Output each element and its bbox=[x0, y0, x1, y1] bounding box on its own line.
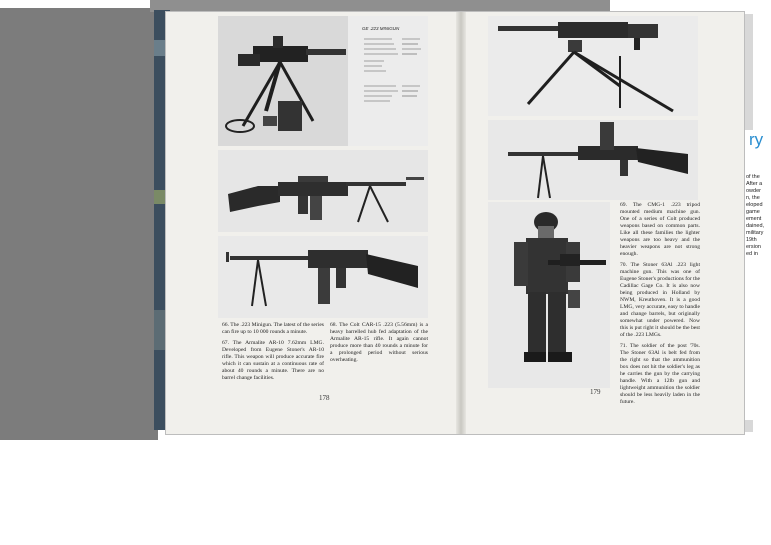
shelf-strip-top bbox=[150, 0, 610, 12]
caption-66: 66. The .223 Minigun. The latest of the series can fire up to 10 000 rounds a minute. bbox=[222, 322, 324, 335]
caption-right-col bbox=[620, 202, 700, 410]
spec-sheet-title: GE .223 MINIGUN bbox=[362, 26, 400, 31]
adjacent-book-logo: ry bbox=[749, 130, 764, 149]
caption-70: 70. The Stoner 63Al .223 light machine gun. This was one of Eugene Stoner's productions for the Cadillac Gage Co. It is also now being produced in Holland by NWM, Kreuthoven. It is a good LMG, very accurate, easy to handle and change barrels, but originally somewhat under powered. Now this is put right it should be the best of the .223 LMGs. bbox=[620, 262, 700, 338]
caption-68: 68. The Colt CAR-15 .223 (5.56mm) is a heavy barrelled hub fed adaptation of the Armalite AR-15 rifle. It again cannot produce more than 40 rounds a minute for a prolonged period without serious overheating. bbox=[330, 322, 428, 363]
book-gutter bbox=[456, 12, 466, 434]
caption-left-col2 bbox=[330, 322, 428, 368]
adjacent-book bbox=[741, 130, 771, 420]
spec-sheet bbox=[362, 26, 426, 136]
photo-soldier bbox=[488, 202, 610, 388]
photo-cmg1 bbox=[488, 16, 698, 116]
dark-background-left bbox=[0, 8, 158, 440]
page-number-right: 179 bbox=[590, 388, 601, 396]
page-number-left: 178 bbox=[319, 394, 330, 402]
caption-left-col1 bbox=[222, 322, 324, 386]
photo-armalite-ar10 bbox=[218, 150, 428, 232]
caption-71: 71. The soldier of the post '70s. The Stoner 63Al is belt fed from the right so that the ammunition box does not hit the soldier's leg as he carries the gun by the carrying handle. With a 12lb gun and lightweight ammunition the soldier should be less heavily laden in the future. bbox=[620, 343, 700, 405]
open-book bbox=[166, 12, 744, 434]
caption-67: 67. The Armalite AR-10 7.62mm LMG. Developed from Eugene Stoner's AR-10 rifle. This weapon will produce accurate fire which it can sustain at a continuous rate of about 40 rounds a minute. There are no barrel change facilities. bbox=[222, 340, 324, 381]
adjacent-book-text: of the After a owder n, the eloped game ement dained, military 19th ersion ed in bbox=[746, 174, 765, 257]
photo-colt-car15 bbox=[218, 236, 428, 318]
caption-69: 69. The CMG-1 .223 tripod mounted medium machine gun. One of a series of Colt produced weapons based on common parts. Like all these families the lighter weapons are too heavy and the heavier weapons are not strong enough. bbox=[620, 202, 700, 257]
photo-stoner-63a1 bbox=[488, 120, 698, 200]
